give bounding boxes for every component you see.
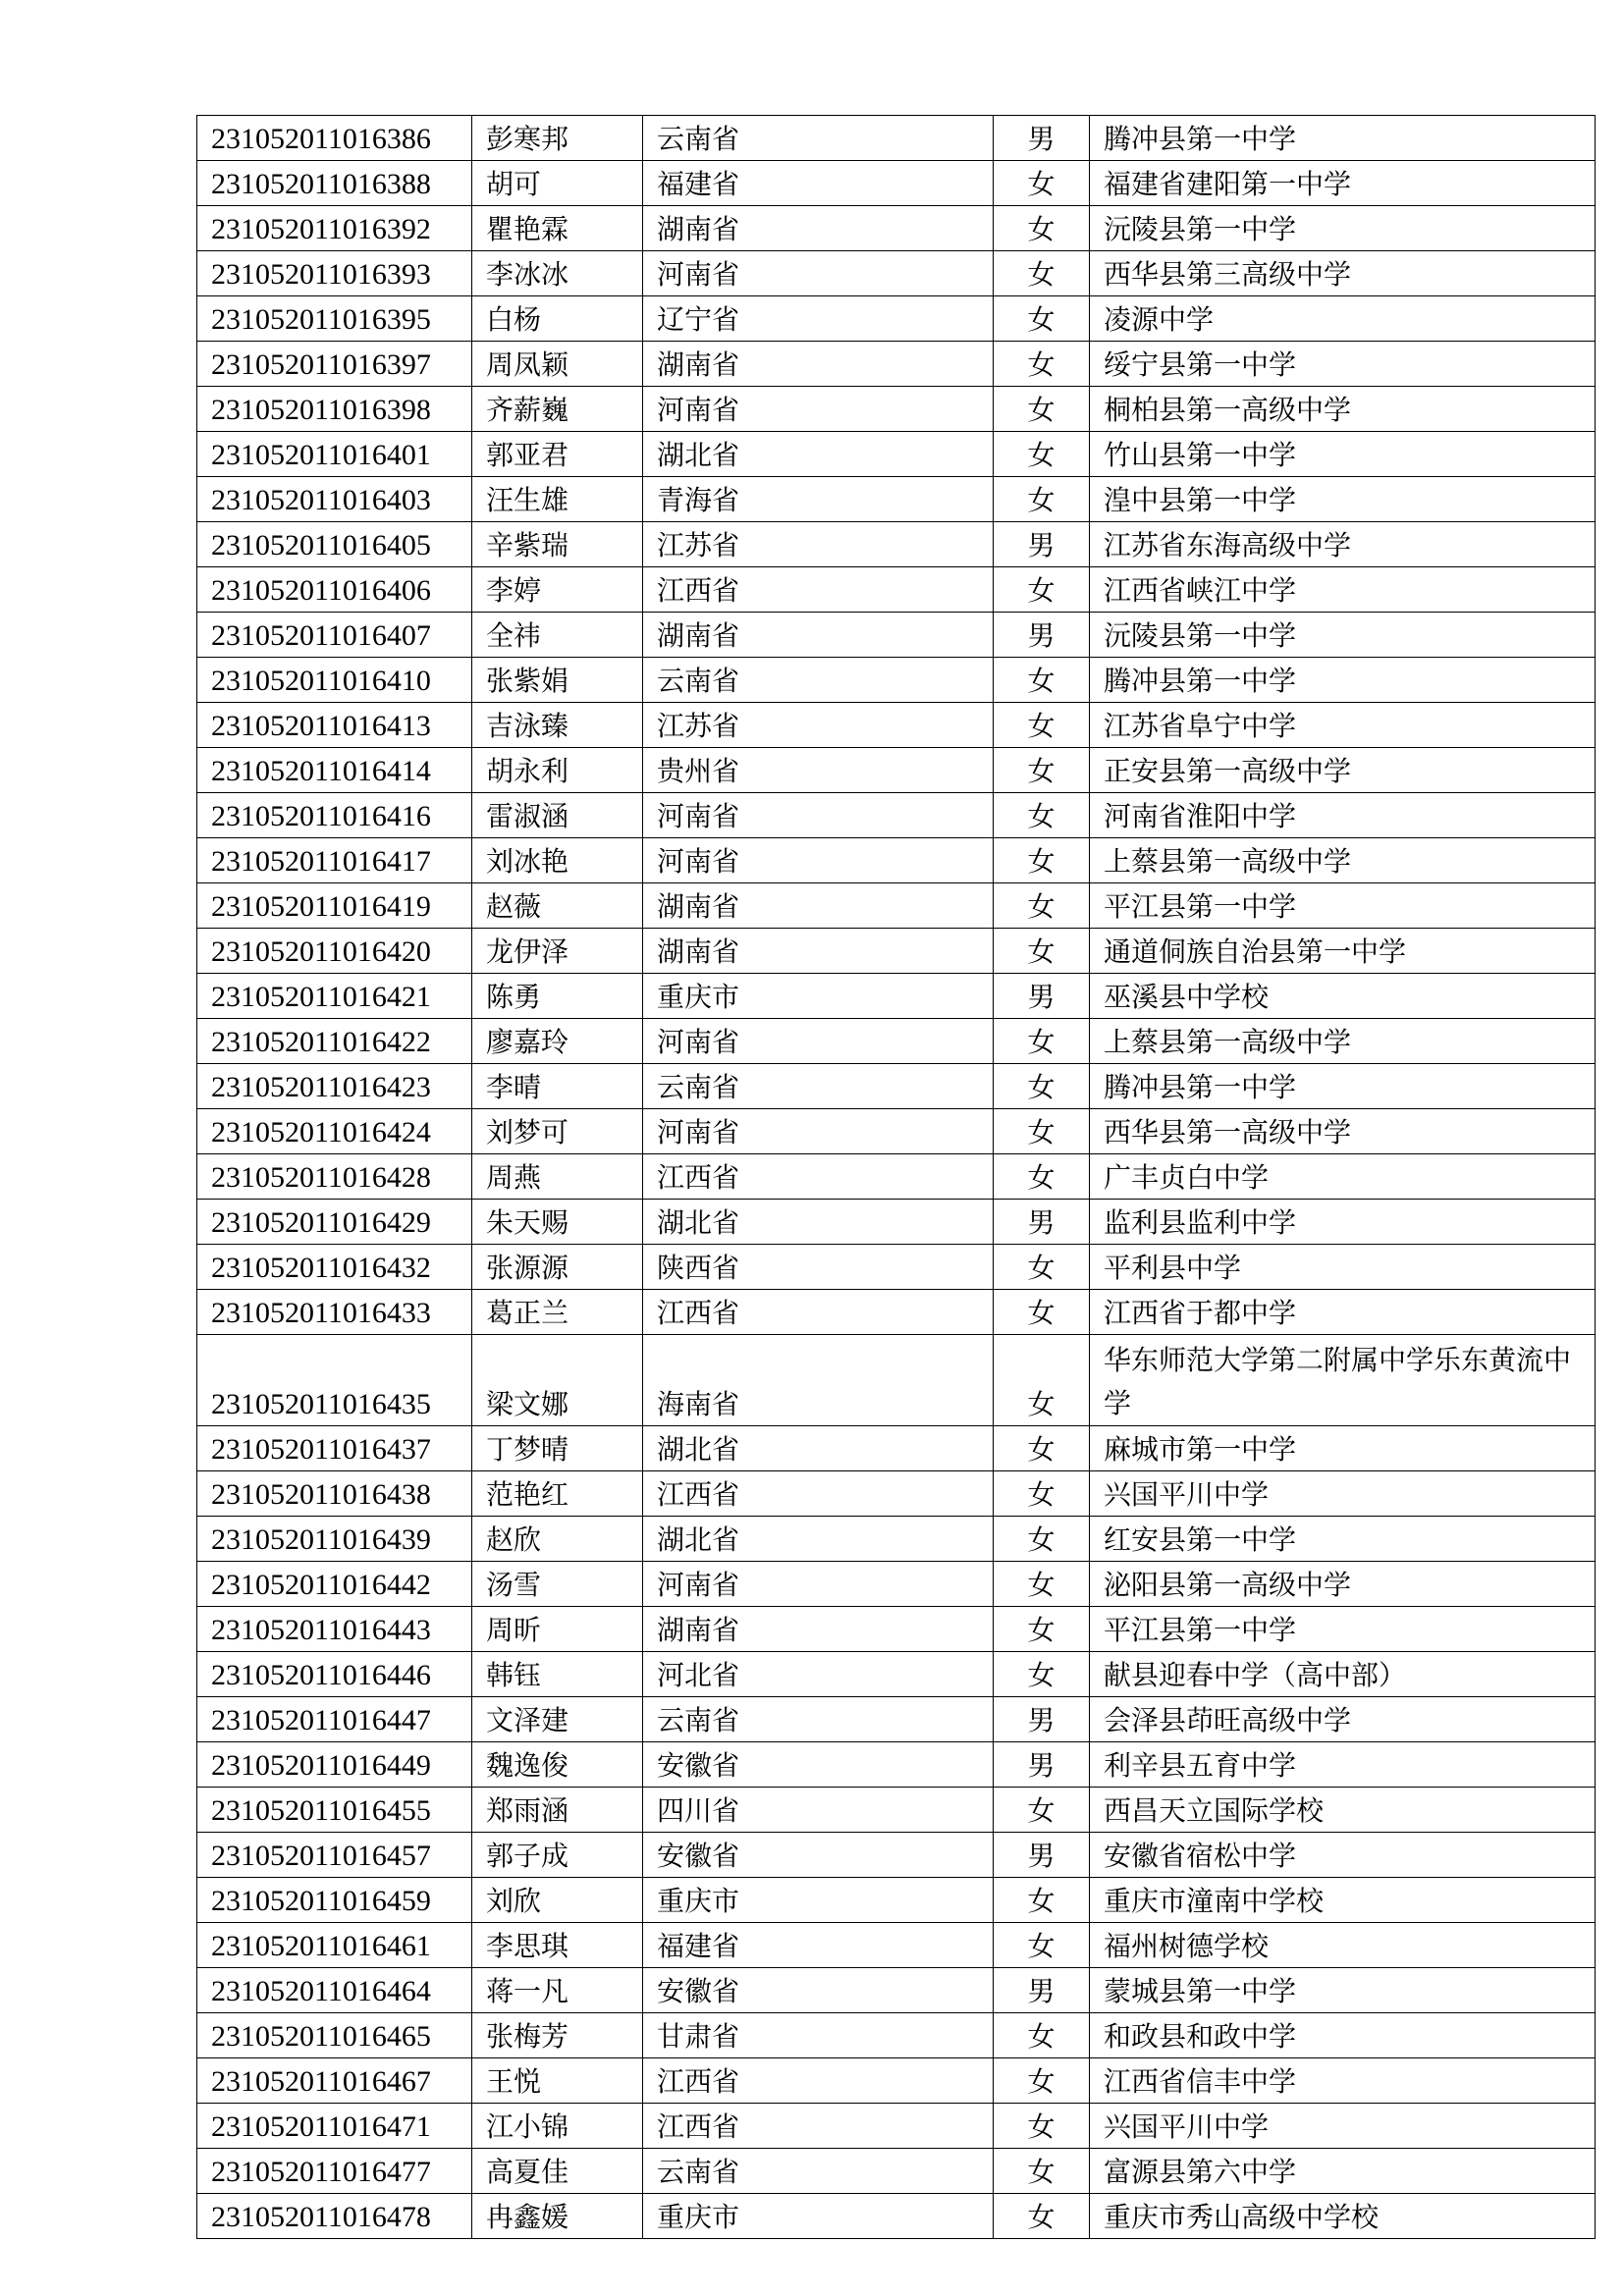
name-cell: 李思琪 bbox=[472, 1923, 643, 1968]
sex-cell: 女 bbox=[994, 1019, 1090, 1064]
table-row bbox=[197, 1607, 1596, 1652]
sex-cell: 女 bbox=[994, 342, 1090, 387]
table-row bbox=[197, 477, 1596, 522]
name-cell: 龙伊泽 bbox=[472, 929, 643, 974]
school-cell: 献县迎春中学（高中部） bbox=[1090, 1652, 1596, 1697]
sex-cell: 男 bbox=[994, 974, 1090, 1019]
province-cell: 甘肃省 bbox=[643, 2013, 994, 2058]
sex-cell: 女 bbox=[994, 2104, 1090, 2149]
province-cell: 青海省 bbox=[643, 477, 994, 522]
sex-cell: 女 bbox=[994, 1426, 1090, 1471]
province-cell: 海南省 bbox=[643, 1335, 994, 1426]
sex-cell: 女 bbox=[994, 1154, 1090, 1200]
sex-cell: 女 bbox=[994, 1517, 1090, 1562]
table-row bbox=[197, 116, 1596, 161]
table-row bbox=[197, 1652, 1596, 1697]
name-cell: 高夏佳 bbox=[472, 2149, 643, 2194]
province-cell: 湖南省 bbox=[643, 342, 994, 387]
school-cell: 江西省峡江中学 bbox=[1090, 567, 1596, 613]
province-cell: 云南省 bbox=[643, 2149, 994, 2194]
exam-number-cell: 231052011016420 bbox=[197, 929, 472, 974]
province-cell: 贵州省 bbox=[643, 748, 994, 793]
table-row bbox=[197, 1200, 1596, 1245]
province-cell: 江西省 bbox=[643, 567, 994, 613]
table-row bbox=[197, 974, 1596, 1019]
table-row bbox=[197, 1923, 1596, 1968]
name-cell: 瞿艳霖 bbox=[472, 206, 643, 251]
sex-cell: 女 bbox=[994, 477, 1090, 522]
province-cell: 湖南省 bbox=[643, 613, 994, 658]
province-cell: 江西省 bbox=[643, 2104, 994, 2149]
name-cell: 李晴 bbox=[472, 1064, 643, 1109]
exam-number-cell: 231052011016446 bbox=[197, 1652, 472, 1697]
school-cell: 上蔡县第一高级中学 bbox=[1090, 838, 1596, 883]
sex-cell: 男 bbox=[994, 1968, 1090, 2013]
school-cell: 华东师范大学第二附属中学乐东黄流中学 bbox=[1090, 1335, 1596, 1426]
school-cell: 泌阳县第一高级中学 bbox=[1090, 1562, 1596, 1607]
exam-number-cell: 231052011016413 bbox=[197, 703, 472, 748]
name-cell: 齐薪巍 bbox=[472, 387, 643, 432]
sex-cell: 女 bbox=[994, 838, 1090, 883]
sex-cell: 女 bbox=[994, 1335, 1090, 1426]
province-cell: 云南省 bbox=[643, 1064, 994, 1109]
name-cell: 全祎 bbox=[472, 613, 643, 658]
sex-cell: 女 bbox=[994, 658, 1090, 703]
name-cell: 周昕 bbox=[472, 1607, 643, 1652]
exam-number-cell: 231052011016397 bbox=[197, 342, 472, 387]
name-cell: 张梅芳 bbox=[472, 2013, 643, 2058]
name-cell: 郭亚君 bbox=[472, 432, 643, 477]
sex-cell: 女 bbox=[994, 1562, 1090, 1607]
school-cell: 湟中县第一中学 bbox=[1090, 477, 1596, 522]
name-cell: 范艳红 bbox=[472, 1471, 643, 1517]
table-row bbox=[197, 1245, 1596, 1290]
school-cell: 麻城市第一中学 bbox=[1090, 1426, 1596, 1471]
sex-cell: 男 bbox=[994, 613, 1090, 658]
name-cell: 彭寒邦 bbox=[472, 116, 643, 161]
table-row bbox=[197, 1154, 1596, 1200]
roster-table bbox=[196, 115, 1596, 2239]
name-cell: 陈勇 bbox=[472, 974, 643, 1019]
sex-cell: 女 bbox=[994, 206, 1090, 251]
exam-number-cell: 231052011016433 bbox=[197, 1290, 472, 1335]
table-row bbox=[197, 1471, 1596, 1517]
school-cell: 广丰贞白中学 bbox=[1090, 1154, 1596, 1200]
table-row bbox=[197, 206, 1596, 251]
province-cell: 湖南省 bbox=[643, 929, 994, 974]
name-cell: 刘梦可 bbox=[472, 1109, 643, 1154]
province-cell: 湖北省 bbox=[643, 1426, 994, 1471]
sex-cell: 女 bbox=[994, 1878, 1090, 1923]
province-cell: 河南省 bbox=[643, 793, 994, 838]
province-cell: 陕西省 bbox=[643, 1245, 994, 1290]
sex-cell: 女 bbox=[994, 1064, 1090, 1109]
sex-cell: 女 bbox=[994, 432, 1090, 477]
school-cell: 和政县和政中学 bbox=[1090, 2013, 1596, 2058]
sex-cell: 女 bbox=[994, 1607, 1090, 1652]
province-cell: 安徽省 bbox=[643, 1833, 994, 1878]
province-cell: 辽宁省 bbox=[643, 296, 994, 342]
table-row bbox=[197, 1878, 1596, 1923]
school-cell: 江苏省阜宁中学 bbox=[1090, 703, 1596, 748]
name-cell: 郑雨涵 bbox=[472, 1788, 643, 1833]
sex-cell: 女 bbox=[994, 251, 1090, 296]
sex-cell: 女 bbox=[994, 793, 1090, 838]
name-cell: 李婷 bbox=[472, 567, 643, 613]
roster-body bbox=[197, 116, 1596, 2239]
province-cell: 河南省 bbox=[643, 251, 994, 296]
sex-cell: 女 bbox=[994, 1652, 1090, 1697]
school-cell: 重庆市秀山高级中学校 bbox=[1090, 2194, 1596, 2239]
table-row bbox=[197, 522, 1596, 567]
sex-cell: 女 bbox=[994, 1923, 1090, 1968]
name-cell: 韩钰 bbox=[472, 1652, 643, 1697]
name-cell: 梁文娜 bbox=[472, 1335, 643, 1426]
name-cell: 张紫娟 bbox=[472, 658, 643, 703]
province-cell: 湖北省 bbox=[643, 1517, 994, 1562]
province-cell: 江苏省 bbox=[643, 703, 994, 748]
name-cell: 赵欣 bbox=[472, 1517, 643, 1562]
province-cell: 河南省 bbox=[643, 838, 994, 883]
province-cell: 重庆市 bbox=[643, 2194, 994, 2239]
name-cell: 赵薇 bbox=[472, 883, 643, 929]
province-cell: 湖北省 bbox=[643, 1200, 994, 1245]
province-cell: 河南省 bbox=[643, 387, 994, 432]
sex-cell: 女 bbox=[994, 1788, 1090, 1833]
school-cell: 平江县第一中学 bbox=[1090, 1607, 1596, 1652]
province-cell: 河南省 bbox=[643, 1109, 994, 1154]
school-cell: 腾冲县第一中学 bbox=[1090, 658, 1596, 703]
name-cell: 蒋一凡 bbox=[472, 1968, 643, 2013]
school-cell: 巫溪县中学校 bbox=[1090, 974, 1596, 1019]
province-cell: 河南省 bbox=[643, 1019, 994, 1064]
province-cell: 四川省 bbox=[643, 1788, 994, 1833]
name-cell: 胡永利 bbox=[472, 748, 643, 793]
sex-cell: 男 bbox=[994, 116, 1090, 161]
exam-number-cell: 231052011016423 bbox=[197, 1064, 472, 1109]
exam-number-cell: 231052011016388 bbox=[197, 161, 472, 206]
province-cell: 湖北省 bbox=[643, 432, 994, 477]
table-row bbox=[197, 883, 1596, 929]
sex-cell: 女 bbox=[994, 2149, 1090, 2194]
name-cell: 辛紫瑞 bbox=[472, 522, 643, 567]
sex-cell: 男 bbox=[994, 1833, 1090, 1878]
name-cell: 汤雪 bbox=[472, 1562, 643, 1607]
school-cell: 正安县第一高级中学 bbox=[1090, 748, 1596, 793]
school-cell: 江苏省东海高级中学 bbox=[1090, 522, 1596, 567]
table-row bbox=[197, 432, 1596, 477]
table-row bbox=[197, 1562, 1596, 1607]
province-cell: 重庆市 bbox=[643, 1878, 994, 1923]
school-cell: 利辛县五育中学 bbox=[1090, 1742, 1596, 1788]
school-cell: 河南省淮阳中学 bbox=[1090, 793, 1596, 838]
school-cell: 会泽县茚旺高级中学 bbox=[1090, 1697, 1596, 1742]
province-cell: 福建省 bbox=[643, 161, 994, 206]
exam-number-cell: 231052011016443 bbox=[197, 1607, 472, 1652]
exam-number-cell: 231052011016437 bbox=[197, 1426, 472, 1471]
exam-number-cell: 231052011016403 bbox=[197, 477, 472, 522]
table-row bbox=[197, 929, 1596, 974]
sex-cell: 女 bbox=[994, 1471, 1090, 1517]
school-cell: 福建省建阳第一中学 bbox=[1090, 161, 1596, 206]
exam-number-cell: 231052011016439 bbox=[197, 1517, 472, 1562]
name-cell: 张源源 bbox=[472, 1245, 643, 1290]
school-cell: 监利县监利中学 bbox=[1090, 1200, 1596, 1245]
name-cell: 刘冰艳 bbox=[472, 838, 643, 883]
table-row bbox=[197, 1109, 1596, 1154]
name-cell: 冉鑫媛 bbox=[472, 2194, 643, 2239]
sex-cell: 女 bbox=[994, 567, 1090, 613]
school-cell: 江西省信丰中学 bbox=[1090, 2058, 1596, 2104]
province-cell: 湖南省 bbox=[643, 1607, 994, 1652]
name-cell: 雷淑涵 bbox=[472, 793, 643, 838]
exam-number-cell: 231052011016416 bbox=[197, 793, 472, 838]
exam-number-cell: 231052011016405 bbox=[197, 522, 472, 567]
exam-number-cell: 231052011016459 bbox=[197, 1878, 472, 1923]
school-cell: 沅陵县第一中学 bbox=[1090, 613, 1596, 658]
province-cell: 重庆市 bbox=[643, 974, 994, 1019]
province-cell: 湖南省 bbox=[643, 883, 994, 929]
name-cell: 江小锦 bbox=[472, 2104, 643, 2149]
sex-cell: 男 bbox=[994, 522, 1090, 567]
exam-number-cell: 231052011016398 bbox=[197, 387, 472, 432]
table-row bbox=[197, 342, 1596, 387]
province-cell: 江西省 bbox=[643, 1471, 994, 1517]
sex-cell: 女 bbox=[994, 1290, 1090, 1335]
school-cell: 重庆市潼南中学校 bbox=[1090, 1878, 1596, 1923]
table-row bbox=[197, 703, 1596, 748]
table-row bbox=[197, 613, 1596, 658]
table-row bbox=[197, 1697, 1596, 1742]
school-cell: 腾冲县第一中学 bbox=[1090, 1064, 1596, 1109]
exam-number-cell: 231052011016461 bbox=[197, 1923, 472, 1968]
table-row bbox=[197, 2058, 1596, 2104]
exam-number-cell: 231052011016422 bbox=[197, 1019, 472, 1064]
province-cell: 河北省 bbox=[643, 1652, 994, 1697]
table-row bbox=[197, 1742, 1596, 1788]
name-cell: 葛正兰 bbox=[472, 1290, 643, 1335]
exam-number-cell: 231052011016406 bbox=[197, 567, 472, 613]
school-cell: 平江县第一中学 bbox=[1090, 883, 1596, 929]
exam-number-cell: 231052011016477 bbox=[197, 2149, 472, 2194]
name-cell: 吉泳臻 bbox=[472, 703, 643, 748]
province-cell: 江苏省 bbox=[643, 522, 994, 567]
table-row bbox=[197, 1788, 1596, 1833]
sex-cell: 女 bbox=[994, 296, 1090, 342]
exam-number-cell: 231052011016455 bbox=[197, 1788, 472, 1833]
table-row bbox=[197, 2013, 1596, 2058]
school-cell: 江西省于都中学 bbox=[1090, 1290, 1596, 1335]
sex-cell: 男 bbox=[994, 1697, 1090, 1742]
exam-number-cell: 231052011016410 bbox=[197, 658, 472, 703]
school-cell: 绥宁县第一中学 bbox=[1090, 342, 1596, 387]
exam-number-cell: 231052011016392 bbox=[197, 206, 472, 251]
province-cell: 福建省 bbox=[643, 1923, 994, 1968]
sex-cell: 女 bbox=[994, 883, 1090, 929]
province-cell: 湖南省 bbox=[643, 206, 994, 251]
table-row bbox=[197, 1968, 1596, 2013]
name-cell: 刘欣 bbox=[472, 1878, 643, 1923]
school-cell: 富源县第六中学 bbox=[1090, 2149, 1596, 2194]
exam-number-cell: 231052011016471 bbox=[197, 2104, 472, 2149]
exam-number-cell: 231052011016429 bbox=[197, 1200, 472, 1245]
exam-number-cell: 231052011016435 bbox=[197, 1335, 472, 1426]
school-cell: 西昌天立国际学校 bbox=[1090, 1788, 1596, 1833]
name-cell: 汪生雄 bbox=[472, 477, 643, 522]
province-cell: 云南省 bbox=[643, 1697, 994, 1742]
table-row bbox=[197, 1517, 1596, 1562]
exam-number-cell: 231052011016432 bbox=[197, 1245, 472, 1290]
table-row bbox=[197, 748, 1596, 793]
school-cell: 沅陵县第一中学 bbox=[1090, 206, 1596, 251]
exam-number-cell: 231052011016467 bbox=[197, 2058, 472, 2104]
name-cell: 文泽建 bbox=[472, 1697, 643, 1742]
name-cell: 丁梦晴 bbox=[472, 1426, 643, 1471]
exam-number-cell: 231052011016447 bbox=[197, 1697, 472, 1742]
province-cell: 江西省 bbox=[643, 1290, 994, 1335]
name-cell: 白杨 bbox=[472, 296, 643, 342]
school-cell: 桐柏县第一高级中学 bbox=[1090, 387, 1596, 432]
name-cell: 胡可 bbox=[472, 161, 643, 206]
table-row bbox=[197, 1019, 1596, 1064]
exam-number-cell: 231052011016419 bbox=[197, 883, 472, 929]
table-row bbox=[197, 2149, 1596, 2194]
table-row bbox=[197, 251, 1596, 296]
province-cell: 安徽省 bbox=[643, 1742, 994, 1788]
exam-number-cell: 231052011016465 bbox=[197, 2013, 472, 2058]
school-cell: 上蔡县第一高级中学 bbox=[1090, 1019, 1596, 1064]
exam-number-cell: 231052011016386 bbox=[197, 116, 472, 161]
exam-number-cell: 231052011016449 bbox=[197, 1742, 472, 1788]
table-row bbox=[197, 838, 1596, 883]
table-row bbox=[197, 658, 1596, 703]
school-cell: 凌源中学 bbox=[1090, 296, 1596, 342]
name-cell: 王悦 bbox=[472, 2058, 643, 2104]
school-cell: 福州树德学校 bbox=[1090, 1923, 1596, 1968]
school-cell: 安徽省宿松中学 bbox=[1090, 1833, 1596, 1878]
name-cell: 周燕 bbox=[472, 1154, 643, 1200]
table-row bbox=[197, 296, 1596, 342]
table-row bbox=[197, 1064, 1596, 1109]
name-cell: 郭子成 bbox=[472, 1833, 643, 1878]
province-cell: 江西省 bbox=[643, 2058, 994, 2104]
school-cell: 竹山县第一中学 bbox=[1090, 432, 1596, 477]
school-cell: 西华县第一高级中学 bbox=[1090, 1109, 1596, 1154]
province-cell: 安徽省 bbox=[643, 1968, 994, 2013]
exam-number-cell: 231052011016417 bbox=[197, 838, 472, 883]
name-cell: 朱天赐 bbox=[472, 1200, 643, 1245]
sex-cell: 女 bbox=[994, 161, 1090, 206]
exam-number-cell: 231052011016395 bbox=[197, 296, 472, 342]
table-row bbox=[197, 387, 1596, 432]
province-cell: 江西省 bbox=[643, 1154, 994, 1200]
school-cell: 平利县中学 bbox=[1090, 1245, 1596, 1290]
sex-cell: 女 bbox=[994, 2058, 1090, 2104]
sex-cell: 女 bbox=[994, 748, 1090, 793]
school-cell: 腾冲县第一中学 bbox=[1090, 116, 1596, 161]
sex-cell: 女 bbox=[994, 2194, 1090, 2239]
table-row bbox=[197, 2104, 1596, 2149]
school-cell: 红安县第一中学 bbox=[1090, 1517, 1596, 1562]
sex-cell: 女 bbox=[994, 703, 1090, 748]
sex-cell: 男 bbox=[994, 1742, 1090, 1788]
sex-cell: 男 bbox=[994, 1200, 1090, 1245]
sex-cell: 女 bbox=[994, 1109, 1090, 1154]
table-row bbox=[197, 2194, 1596, 2239]
name-cell: 魏逸俊 bbox=[472, 1742, 643, 1788]
table-row bbox=[197, 567, 1596, 613]
exam-number-cell: 231052011016414 bbox=[197, 748, 472, 793]
name-cell: 李冰冰 bbox=[472, 251, 643, 296]
exam-number-cell: 231052011016424 bbox=[197, 1109, 472, 1154]
exam-number-cell: 231052011016428 bbox=[197, 1154, 472, 1200]
sex-cell: 女 bbox=[994, 387, 1090, 432]
table-row bbox=[197, 1426, 1596, 1471]
province-cell: 云南省 bbox=[643, 658, 994, 703]
province-cell: 云南省 bbox=[643, 116, 994, 161]
sex-cell: 女 bbox=[994, 929, 1090, 974]
school-cell: 兴国平川中学 bbox=[1090, 1471, 1596, 1517]
table-row bbox=[197, 1335, 1596, 1426]
sex-cell: 女 bbox=[994, 2013, 1090, 2058]
school-cell: 兴国平川中学 bbox=[1090, 2104, 1596, 2149]
exam-number-cell: 231052011016421 bbox=[197, 974, 472, 1019]
school-cell: 西华县第三高级中学 bbox=[1090, 251, 1596, 296]
sex-cell: 女 bbox=[994, 1245, 1090, 1290]
exam-number-cell: 231052011016478 bbox=[197, 2194, 472, 2239]
school-cell: 蒙城县第一中学 bbox=[1090, 1968, 1596, 2013]
name-cell: 廖嘉玲 bbox=[472, 1019, 643, 1064]
table-row bbox=[197, 1290, 1596, 1335]
school-cell: 通道侗族自治县第一中学 bbox=[1090, 929, 1596, 974]
exam-number-cell: 231052011016401 bbox=[197, 432, 472, 477]
table-row bbox=[197, 1833, 1596, 1878]
table-row bbox=[197, 793, 1596, 838]
exam-number-cell: 231052011016407 bbox=[197, 613, 472, 658]
exam-number-cell: 231052011016438 bbox=[197, 1471, 472, 1517]
exam-number-cell: 231052011016457 bbox=[197, 1833, 472, 1878]
province-cell: 河南省 bbox=[643, 1562, 994, 1607]
table-row bbox=[197, 161, 1596, 206]
exam-number-cell: 231052011016464 bbox=[197, 1968, 472, 2013]
exam-number-cell: 231052011016393 bbox=[197, 251, 472, 296]
exam-number-cell: 231052011016442 bbox=[197, 1562, 472, 1607]
name-cell: 周凤颖 bbox=[472, 342, 643, 387]
